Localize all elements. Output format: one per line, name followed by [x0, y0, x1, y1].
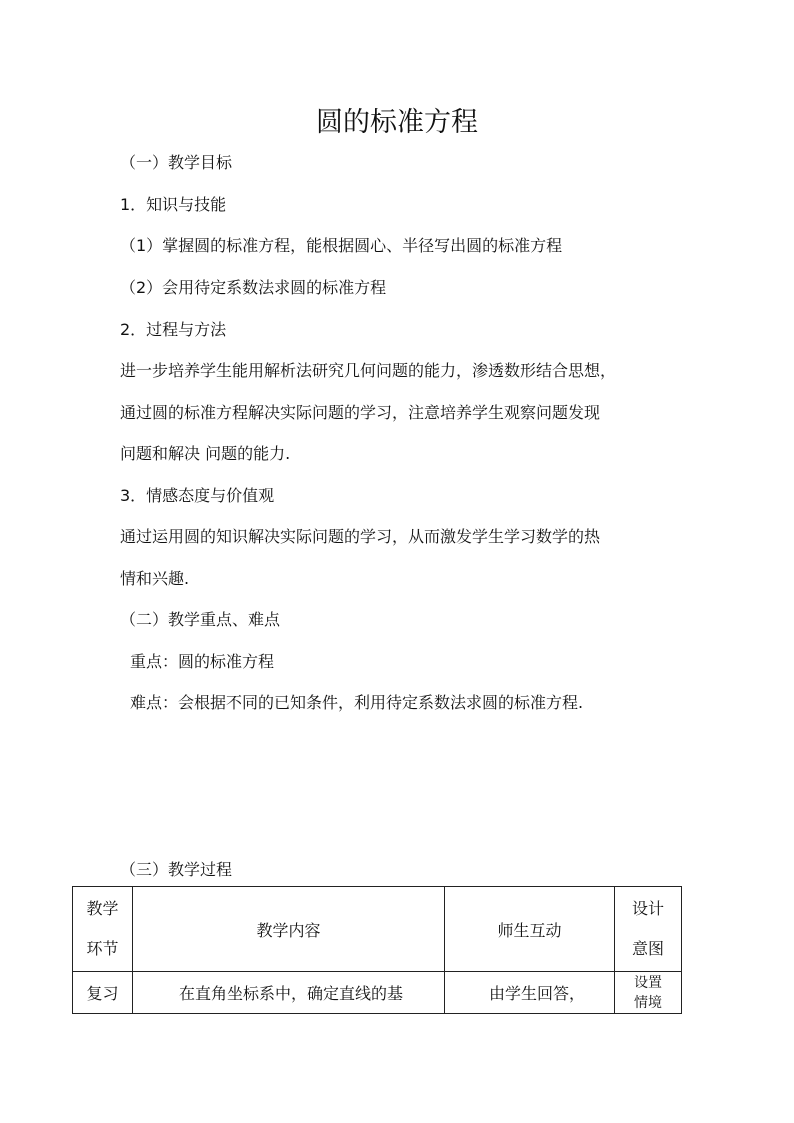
table-header-row [73, 887, 682, 972]
subheading-process-method: 2．过程与方法 [120, 320, 227, 339]
teaching-process-table [72, 886, 682, 1014]
paragraph-process-line-2: 通过圆的标准方程解决实际问题的学习，注意培养学生观察问题发现 [120, 403, 601, 422]
header-stage: 教学 环节 [73, 887, 133, 972]
section-heading-key-points: （二）教学重点、难点 [120, 610, 281, 629]
section-heading-objectives: （一）教学目标 [120, 153, 233, 172]
document-title: 圆的标准方程 [316, 107, 478, 138]
paragraph-objective-2: （2）会用待定系数法求圆的标准方程 [120, 278, 387, 297]
header-interaction: 师生互动 [445, 887, 615, 972]
paragraph-objective-1: （1）掌握圆的标准方程，能根据圆心、半径写出圆的标准方程 [120, 236, 563, 255]
paragraph-attitude-line-2: 情和兴趣. [120, 569, 190, 588]
table-row [73, 972, 682, 1014]
row-stage: 复习 [73, 972, 133, 1014]
row-design-intent: 设置 情境 [615, 972, 682, 1014]
difficulty-text: 难点：会根据不同的已知条件，利用待定系数法求圆的标准方程. [130, 693, 584, 712]
paragraph-process-line-1: 进一步培养学生能用解析法研究几何问题的能力，渗透数形结合思想， [120, 361, 617, 380]
row-interaction: 由学生回答， [445, 972, 615, 1014]
row-content: 在直角坐标系中，确定直线的基 [133, 972, 445, 1014]
paragraph-process-line-3: 问题和解决 问题的能力. [120, 444, 291, 463]
section-heading-process: （三）教学过程 [120, 860, 233, 879]
paragraph-attitude-line-1: 通过运用圆的知识解决实际问题的学习，从而激发学生学习数学的热 [120, 527, 601, 546]
header-design-intent: 设计 意图 [615, 887, 682, 972]
key-point-text: 重点：圆的标准方程 [130, 652, 275, 671]
subheading-knowledge-skills: 1．知识与技能 [120, 195, 227, 214]
header-content: 教学内容 [133, 887, 445, 972]
subheading-attitude-values: 3．情感态度与价值观 [120, 486, 275, 505]
